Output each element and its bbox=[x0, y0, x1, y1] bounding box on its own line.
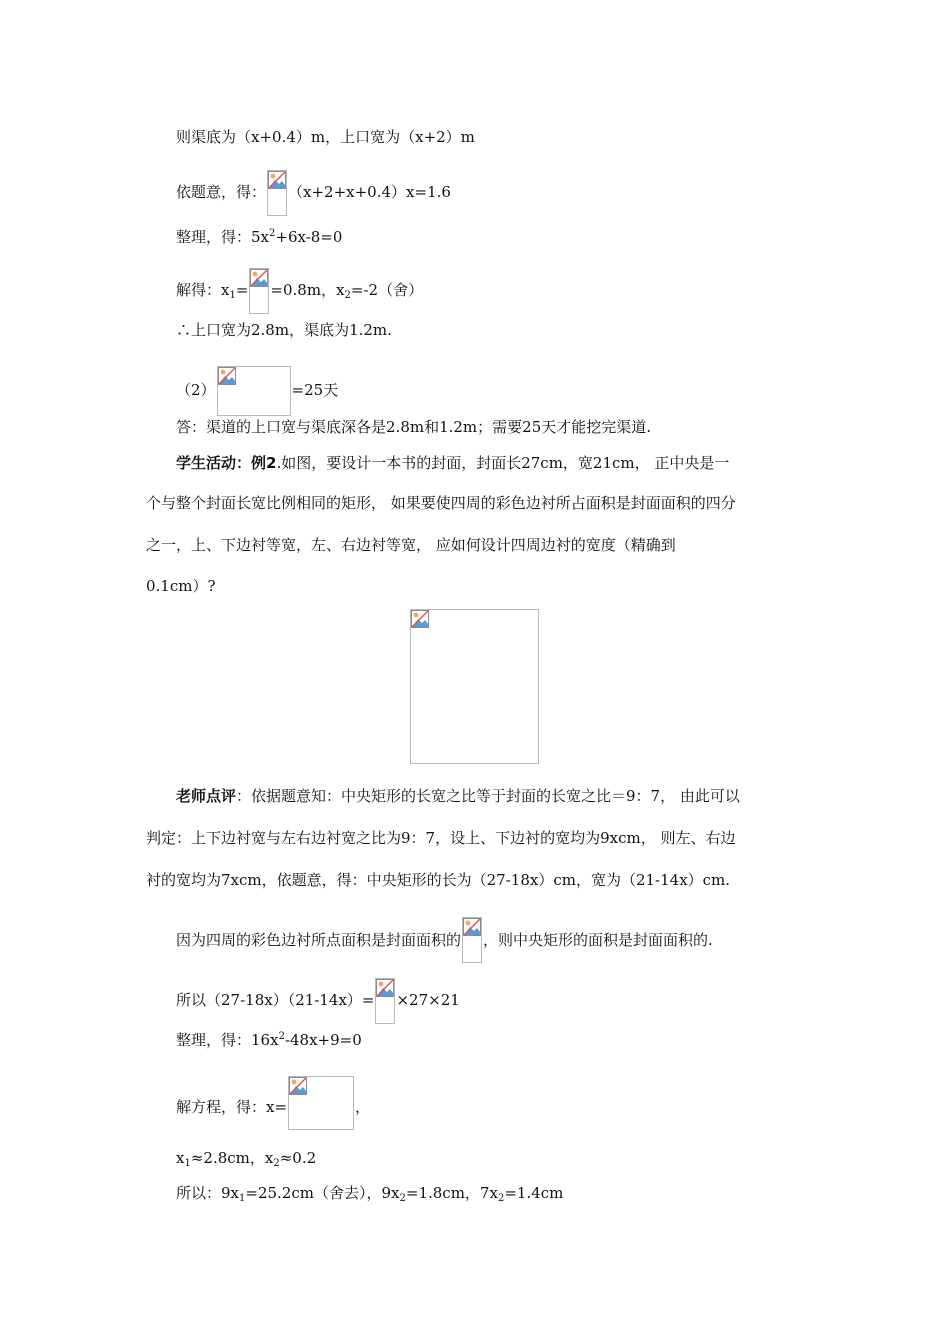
text-segment: +6x-8=0 bbox=[275, 228, 343, 246]
broken-image-icon bbox=[288, 1076, 354, 1130]
text-line: 衬的宽均为7xcm，依题意，得：中央矩形的长为（27-18x）cm，宽为（21-14x）cm. bbox=[146, 871, 731, 889]
text-line: 个与整个封面长宽比例相同的矩形， 如果要使四周的彩色边衬所占面积是封面面积的四分 bbox=[146, 494, 736, 512]
text-line bbox=[176, 917, 713, 963]
text-line bbox=[176, 978, 460, 1024]
text-segment: =-2（舍） bbox=[350, 281, 424, 299]
text-segment: 所以：9x bbox=[176, 1184, 240, 1202]
text-segment: ≈0.2 bbox=[279, 1149, 317, 1167]
example-line bbox=[176, 453, 729, 473]
text-segment: ， bbox=[355, 1098, 371, 1116]
text-segment: =1.4cm bbox=[504, 1184, 564, 1202]
broken-image-glyph bbox=[289, 1077, 307, 1095]
text-line bbox=[176, 224, 342, 247]
broken-image-icon bbox=[267, 170, 287, 216]
comment-line bbox=[176, 786, 740, 806]
subscript: 2 bbox=[497, 1193, 505, 1204]
text-segment: =25.2cm（舍去），9x bbox=[245, 1184, 400, 1202]
text-segment: =1.8cm，7x bbox=[405, 1184, 498, 1202]
text-segment: 依题意，得： bbox=[176, 183, 267, 201]
text-segment: ，则中央矩形的面积是封面面积的. bbox=[483, 931, 713, 949]
text-line: 0.1cm）? bbox=[146, 577, 216, 595]
broken-image-icon bbox=[217, 366, 291, 416]
subscript: 1 bbox=[184, 1158, 191, 1169]
broken-image-icon bbox=[249, 268, 269, 314]
broken-image-glyph bbox=[268, 171, 286, 189]
text-segment: .如图，要设计一本书的封面，封面长27cm，宽21cm， 正中央是一 bbox=[276, 454, 730, 472]
text-line bbox=[176, 1183, 563, 1209]
broken-image-glyph bbox=[376, 979, 394, 997]
subscript: 2 bbox=[399, 1193, 406, 1204]
book-cover-figure bbox=[410, 609, 539, 764]
subscript: 1 bbox=[229, 290, 236, 301]
text-line: ∴上口宽为2.8m，渠底为1.2m. bbox=[176, 321, 392, 339]
broken-image-glyph bbox=[411, 610, 429, 628]
text-segment: ×27×21 bbox=[396, 991, 460, 1009]
text-line bbox=[176, 268, 423, 314]
text-line: 判定：上下边衬宽与左右边衬宽之比为9：7，设上、下边衬的宽均为9xcm， 则左、右边 bbox=[146, 829, 736, 847]
text-line bbox=[176, 170, 451, 216]
text-line bbox=[176, 366, 338, 416]
text-segment: 因为四周的彩色边衬所点面积是封面面积的 bbox=[176, 931, 462, 949]
text-segment: 所以（27-18x）（21-14x）= bbox=[176, 991, 375, 1009]
broken-image-icon bbox=[375, 978, 395, 1024]
example-heading: 学生活动：例2 bbox=[176, 454, 277, 472]
text-segment: 整理，得：5x bbox=[176, 228, 270, 246]
text-segment: 整理，得：16x bbox=[176, 1031, 279, 1049]
subscript: 2 bbox=[344, 290, 351, 301]
subscript: 1 bbox=[239, 1193, 246, 1204]
subscript: 2 bbox=[273, 1158, 280, 1169]
text-segment: 解方程，得：x= bbox=[176, 1098, 288, 1116]
text-segment: （2） bbox=[176, 381, 216, 399]
text-segment: =25天 bbox=[291, 381, 339, 399]
comment-heading: 老师点评 bbox=[176, 787, 237, 805]
text-segment: x bbox=[176, 1149, 185, 1167]
text-segment: ≈2.8cm，x bbox=[190, 1149, 274, 1167]
broken-image-icon bbox=[462, 917, 482, 963]
text-line: 之一，上、下边衬等宽，左、右边衬等宽， 应如何设计四周边衬的宽度（精确到 bbox=[146, 536, 676, 554]
text-line: 答：渠道的上口宽与渠底深各是2.8m和1.2m；需要25天才能挖完渠道. bbox=[176, 418, 652, 436]
text-line bbox=[176, 1076, 370, 1130]
text-line bbox=[176, 1027, 362, 1050]
text-segment: 解得：x bbox=[176, 281, 230, 299]
superscript: 2 bbox=[269, 228, 276, 239]
text-segment: ：依据题意知：中央矩形的长宽之比等于封面的长宽之比＝9：7， 由此可以 bbox=[236, 787, 740, 805]
broken-image-glyph bbox=[250, 269, 268, 287]
broken-image-glyph bbox=[463, 918, 481, 936]
text-line: 则渠底为（x+0.4）m，上口宽为（x+2）m bbox=[176, 128, 475, 146]
text-segment: （x+2+x+0.4）x=1.6 bbox=[288, 183, 451, 201]
superscript: 2 bbox=[278, 1031, 285, 1042]
text-line bbox=[176, 1148, 316, 1174]
text-segment: -48x+9=0 bbox=[284, 1031, 362, 1049]
text-segment: = bbox=[235, 281, 249, 299]
text-segment: =0.8m，x bbox=[270, 281, 345, 299]
broken-image-glyph bbox=[218, 367, 236, 385]
